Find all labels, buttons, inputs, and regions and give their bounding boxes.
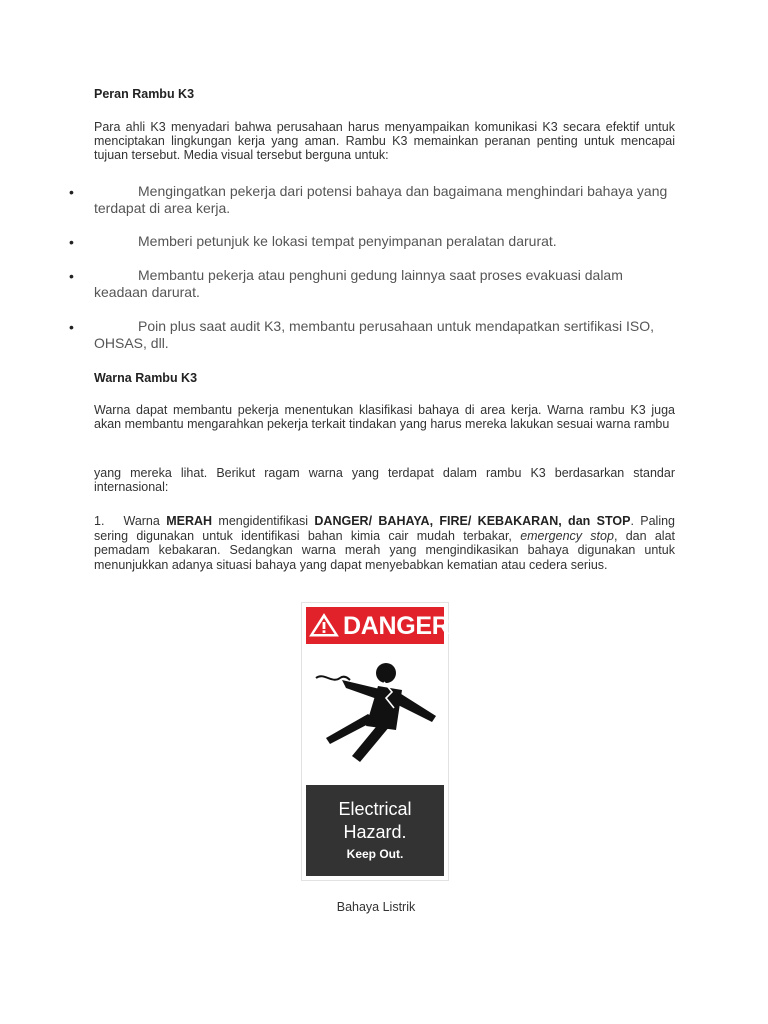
bullet-icon: • (69, 234, 74, 250)
danger-word: DANGER (343, 612, 450, 640)
warning-triangle-icon (309, 613, 339, 637)
bullet-icon: • (69, 268, 74, 284)
category-list: DANGER/ BAHAYA, FIRE/ KEBAKARAN, dan STOP (314, 514, 631, 528)
electrical-hazard-sign (301, 602, 449, 881)
list-item: • Memberi petunjuk ke lokasi tempat penyimpanan peralatan darurat. (69, 233, 557, 250)
bullet-icon: • (69, 319, 74, 335)
figure-caption: Bahaya Listrik (336, 900, 416, 914)
list-item: • Mengingatkan pekerja dari potensi bahaya dan bagaimana menghindari bahaya yang terdapat di area kerja. (69, 183, 668, 216)
emergency-stop-emphasis: emergency stop (520, 528, 614, 543)
intro-paragraph: Para ahli K3 menyadari bahwa perusahaan harus menyampaikan komunikasi K3 secara efektif untuk menciptakan lingkungan kerja yang aman. Rambu K3 memainkan peranan penting untuk mencapai tujuan tersebut. Media visual tersebut berguna untuk: (94, 120, 675, 162)
red-color-item: 1. Warna MERAH mengidentifikasi DANGER/ BAHAYA, FIRE/ KEBAKARAN, dan STOP. Paling sering digunakan untuk identifikasi bahan kimia cair mudah terbakar, emergency stop, dan alat pemadam kebakaran. Sedangkan warna merah yang mengindikasikan bahaya digunakan untuk menunjukkan adanya situasi bahaya yang dapat menyebabkan kematian atau cedera serius. (94, 514, 676, 572)
bullet-icon: • (69, 184, 74, 200)
section-heading-peran: Peran Rambu K3 (94, 87, 195, 101)
hazard-line-2: Hazard. (343, 822, 407, 842)
warna-paragraph-1: Warna dapat membantu pekerja menentukan klasifikasi bahaya di area kerja. Warna rambu K3 juga akan membantu mengarahkan pekerja terkait tindakan yang harus mereka lakukan sesuai warna rambu (94, 403, 675, 431)
hazard-line-1: Electrical (338, 799, 412, 819)
electrocuted-person-icon (306, 648, 444, 778)
hazard-panel (306, 785, 444, 876)
section-heading-warna: Warna Rambu K3 (94, 371, 198, 385)
hazard-line-3: Keep Out. (346, 847, 404, 861)
list-item: • Poin plus saat audit K3, membantu perusahaan untuk mendapatkan sertifikasi ISO, OHSAS, dll. (69, 318, 654, 351)
color-name: MERAH (166, 514, 213, 528)
danger-header (306, 607, 450, 644)
list-item: • Membantu pekerja atau penghuni gedung lainnya saat proses evakuasi dalam keadaan darurat. (69, 267, 623, 300)
warna-paragraph-2: yang mereka lihat. Berikut ragam warna yang terdapat dalam rambu K3 berdasarkan standar internasional: (94, 466, 675, 494)
